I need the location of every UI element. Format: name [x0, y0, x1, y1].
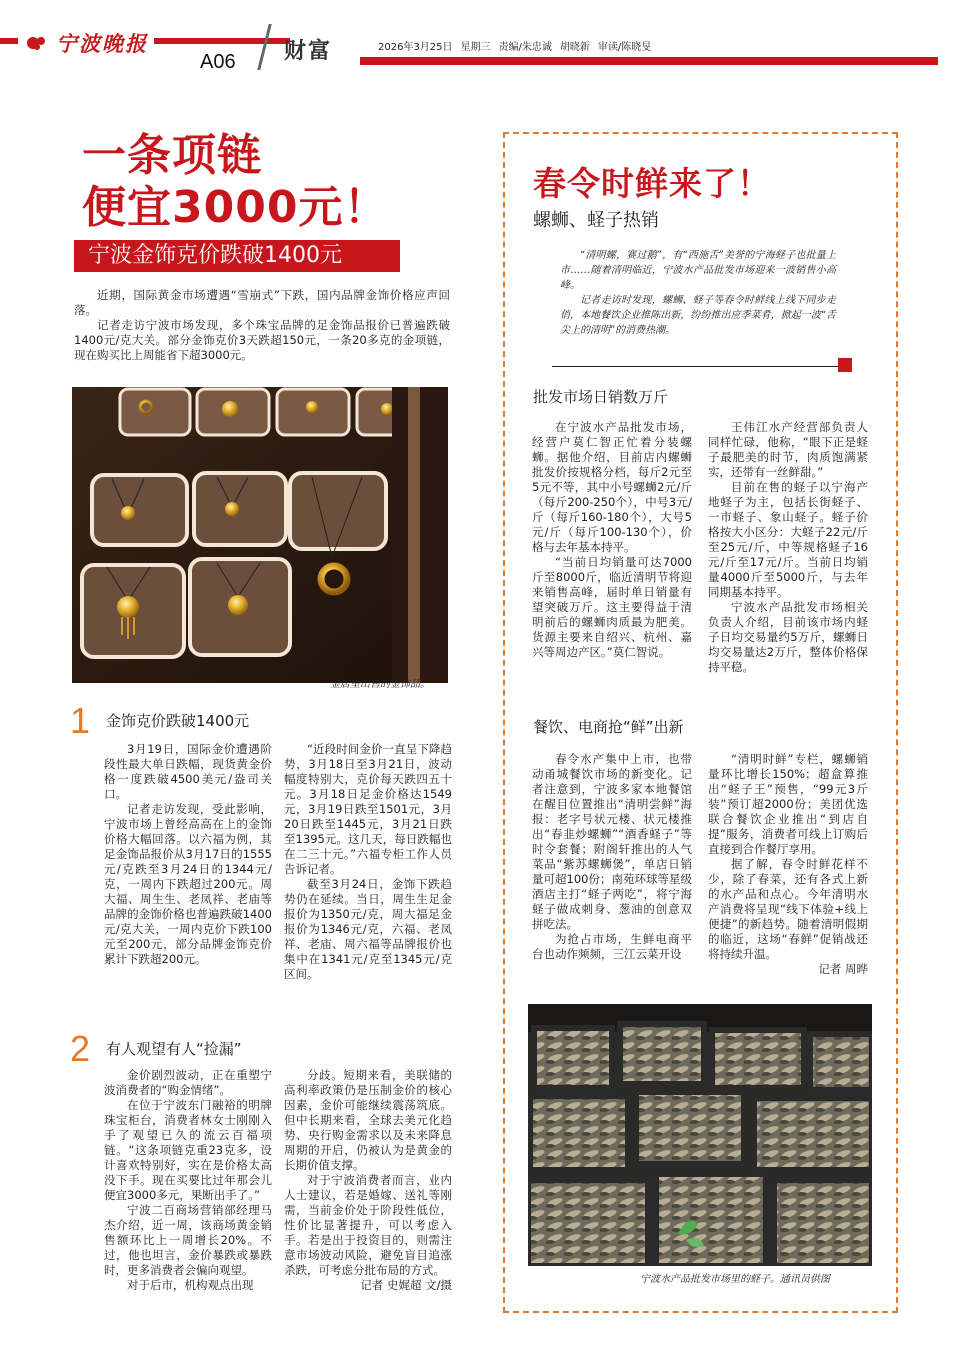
section-title: 批发市场日销数万斤: [533, 388, 669, 406]
byline: 记者 史娓超 文/摄: [360, 1278, 452, 1292]
lead-paragraph: 近期，国际黄金市场遭遇“雪崩式”下跌，国内品牌金饰价格应声回落。: [74, 288, 450, 317]
issue-date: 2026年3月25日: [378, 42, 453, 53]
designer-credit: 胡晓新: [559, 42, 590, 53]
article-paragraph: 宁波二百商场营销部经理马杰介绍，近一周，该商场黄金销售额环比上一周增长20%。不过，他也坦言，金价暴跌或暴跌时，更多消费者会偏向观望。: [104, 1203, 272, 1277]
article-paragraph: 在位于宁波东门融裕的明牌珠宝柜台，消费者林女士刚刚入手了观望已久的流云百福项链。“这条项链克重23克多，设计喜欢特别好，实在是价格太高没下手。现在买要比过年那会儿便宜3000多元，果断出手了。”: [104, 1098, 272, 1202]
paper-logo: [18, 28, 154, 58]
article-paragraph: 在宁波水产品批发市场，经营户莫仁智正忙着分装螺蛳。据他介绍，目前店内螺蛳批发价按规格分档，每斤2元至5元不等，其中小号螺蛳2元/斤（每斤200-250个），中号3元/斤（每斤160-180个），大号5元/斤（每斤100-130个），价格与去年基本持平。: [532, 420, 692, 554]
section-number: 1: [70, 700, 91, 741]
logo-flower-icon: [24, 34, 50, 52]
article-column: [708, 420, 868, 675]
masthead-red-bar-right: [360, 57, 938, 65]
gold-photo-caption: 金店里出售的金饰品。: [330, 679, 430, 690]
masthead-divider: [257, 24, 271, 70]
article-column: [104, 742, 272, 967]
masthead-meta: [378, 38, 651, 53]
article-paragraph: 3月19日，国际金价遭遇阶段性最大单日跌幅，现货黄金价格一度跌破4500美元/盎司关口。: [104, 742, 272, 801]
article-column: [708, 752, 868, 977]
article-paragraph: 春令水产集中上市，也带动甬城餐饮市场的新变化。记者注意到，宁波多家本地餐馆在醒目位置推出“清明尝鲜”海报：老字号状元楼、状元楼推出“春韭炒螺蛳”“酒香蛏子”等时令套餐；附阁轩推出的人气菜品“紫苏螺蛳煲”，单店日销量可超100份；南苑环球等星级酒店主打“蛏子两吃”，将宁海蛏子做成刺身、葱油的创意双拼吃法。: [532, 752, 692, 931]
article-paragraph: 王伟江水产经营部负责人同样忙碌，他称，“眼下正是蛏子最肥美的时节，肉质饱满紧实，还带有一丝鲜甜。”: [708, 420, 868, 479]
article-paragraph: 对于宁波消费者而言，业内人士建议，若是婚嫁、送礼等刚需，当前金价处于阶段性低位，性价比显著提升，可以考虑入手。若是出于投资目的，则需注意市场波动风险，避免盲目追涨杀跌，可考虑分批布局的方式。: [284, 1173, 452, 1277]
issue-weekday: 星期三: [460, 42, 491, 53]
section-title: 金饰克价跌破1400元: [106, 712, 250, 730]
article-paragraph: 对于后市，机构观点出现: [127, 1278, 254, 1292]
article-paragraph: 金价剧烈波动，正在重塑宁波消费者的“购金情绪”。: [104, 1068, 272, 1097]
article-paragraph: 记者走访发现，受此影响，宁波市场上曾经高高在上的金饰价格大幅回落。以六福为例，其足金饰品报价从3月17日的1555元/克跌至3月24日的1344元/克，一周内下跌超过200元。周大福、周生生、老凤祥、老庙等品牌的金饰价格也普遍跌破1400元/克大关，一周内克价下跌100元至200元，部分品牌金饰克价累计下跌超200元。: [104, 802, 272, 966]
article-paragraph: “清明时鲜”专栏，螺蛳销量环比增长150%；超盒算推出“蛏子王”预售，“99元3斤装”预订超2000份；美团优选联合餐饮企业推出“到店自提”服务，消费者可线上订购后直接到合作餐厅享用。: [708, 752, 868, 856]
lead-paragraph: 记者走访宁波市场发现，多个珠宝品牌的足金饰品报价已普遍跌破1400元/克大关。部分金饰克价3天跌超150元，一条20多克的金项链，现在购买比上周能省下超3000元。: [74, 318, 450, 362]
article-column: [284, 742, 452, 982]
article-column: [284, 1068, 452, 1293]
section-title: 有人观望有人“捡漏”: [106, 1040, 242, 1058]
article-paragraph: “近段时间金价一直呈下降趋势，3月18日至3月21日，波动幅度特别大，克价每天跌四五十元。3月18日足金价格达1549元，3月19日跌至1501元，3月20日跌至1445元，3月21日跌至1395元。这几天，每日跌幅也在二三十元。”六福专柜工作人员告诉记者。: [284, 742, 452, 876]
article-column: [532, 420, 692, 660]
intro-paragraph: “清明螺，赛过鹅”，有“西施舌”美誉的宁海蛏子也批量上市……随着清明临近，宁波水产品批发市场迎来一波销售小高峰。: [560, 250, 836, 291]
left-lead: [74, 288, 450, 363]
divider-square: [838, 358, 852, 372]
paper-name: 宁波晚报: [56, 31, 148, 56]
intro-paragraph: 记者走访时发现，螺蛳、蛏子等春令时鲜线上线下同步走俏，本地餐饮企业推陈出新，纷纷推出应季菜肴，掀起一波“舌尖上的清明”的消费热潮。: [560, 295, 836, 336]
article-paragraph: 据了解，春令时鲜花样不少，除了春菜，还有各式上新的水产品和点心。今年清明水产消费将呈现“线下体验+线上便捷”的新趋势。随着清明假期的临近，这场“春鲜”促销战还将持续升温。: [708, 857, 868, 961]
editor-credit: 责编/朱忠诚: [498, 42, 552, 53]
byline: 记者 周晔: [818, 962, 868, 976]
right-subhead: 螺蛳、蛏子热销: [533, 210, 659, 231]
divider-rule: [552, 366, 838, 367]
gold-jewelry-photo: [72, 387, 448, 683]
section-title: 餐饮、电商抢“鲜”出新: [533, 718, 684, 736]
article-paragraph: “当前日均销量可达7000斤至8000斤，临近清明节将迎来销售高峰，届时单日销量有望突破万斤。这主要得益于清明前后的螺蛳肉质最为肥美。货源主要来自绍兴、杭州、嘉兴等周边产区。”莫仁智说。: [532, 555, 692, 659]
left-headline-line1: 一条项链: [82, 130, 262, 181]
left-headline: [82, 130, 388, 234]
article-column: [104, 1068, 272, 1293]
page-number: A06: [200, 51, 236, 73]
proofreader-credit: 审读/陈晓旻: [597, 42, 652, 53]
article-paragraph: 截至3月24日，金饰下跌趋势仍在延续。当日，周生生足金报价为1350元/克，周大福足金报价为1346元/克，六福、老凤祥、老庙、周六福等品牌报价也集中在1341元/克至1345元/克区间。: [284, 877, 452, 981]
left-headline-line2: 便宜3000元！: [82, 182, 389, 233]
article-paragraph: 目前在售的蛏子以宁海产地蛏子为主，包括长街蛏子、一市蛏子、象山蛏子。蛏子价格按大小区分：大蛏子22元/斤至25元/斤，中等规格蛏子16元/斤至17元/斤。当前日均销量4000斤至5000斤，与去年同期基本持平。: [708, 480, 868, 599]
article-column: [532, 752, 692, 962]
article-paragraph: 分歧。短期来看，美联储的高利率政策仍是压制金价的核心因素，金价可能继续震荡筑底。但中长期来看，全球去美元化趋势、央行购金需求以及未来降息周期的开启，仍被认为是黄金的长期价值支撑。: [284, 1068, 452, 1172]
razor-clam-photo: [528, 1004, 872, 1266]
article-paragraph: 为抢占市场，生鲜电商平台也动作频频，三江云菜开设: [532, 932, 692, 961]
clam-photo-caption: 宁波水产品批发市场里的蛏子。通讯员供图: [640, 1274, 830, 1285]
section-name: 财富: [284, 39, 333, 64]
left-subhead: 宁波金饰克价跌破1400元: [74, 240, 400, 272]
right-intro: [560, 248, 836, 338]
right-headline: 春令时鲜来了！: [533, 164, 771, 203]
section-number: 2: [70, 1028, 91, 1069]
article-paragraph: 宁波水产品批发市场相关负责人介绍，目前该市场内蛏子日均交易量约5万斤，螺蛳日均交易量达2万斤，整体价格保持平稳。: [708, 600, 868, 674]
